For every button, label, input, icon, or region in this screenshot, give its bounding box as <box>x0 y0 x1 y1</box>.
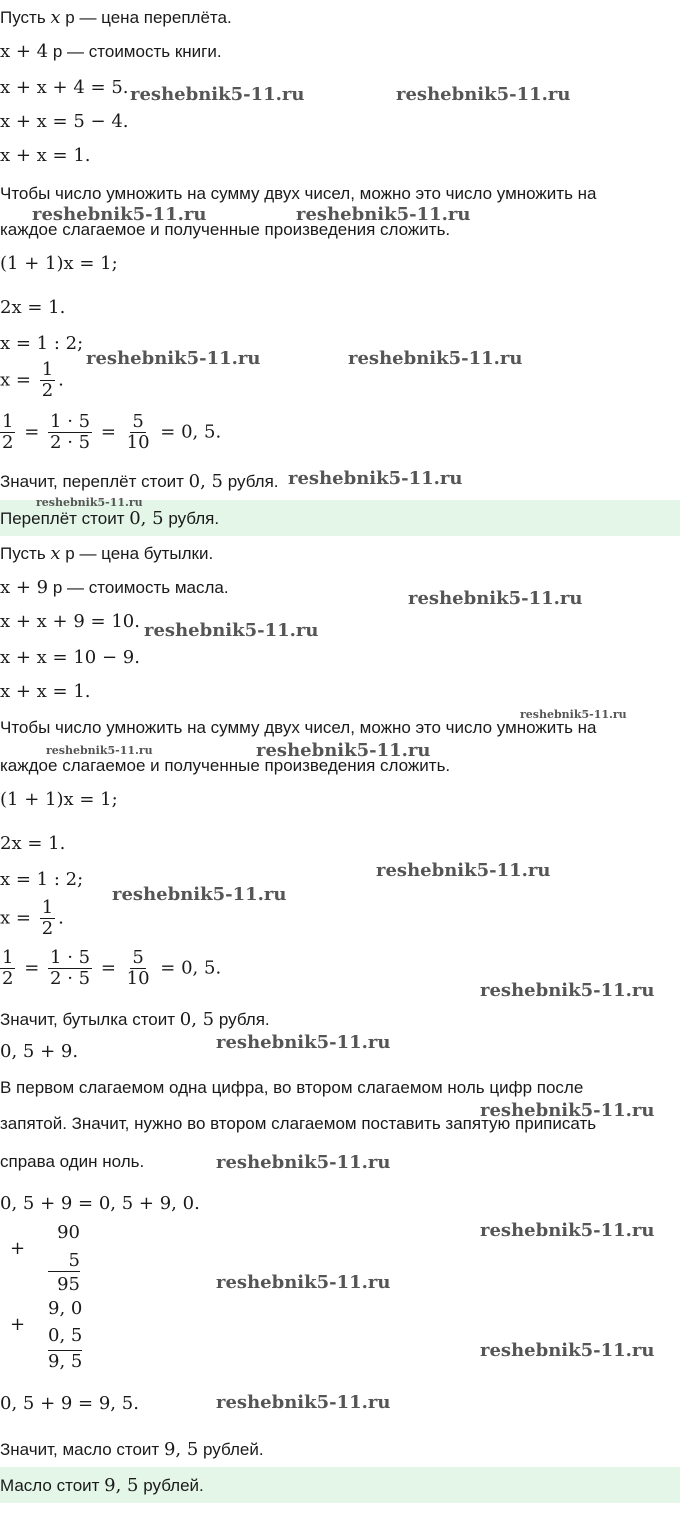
p1-intro-x: x <box>50 7 61 28</box>
watermark: reshebnik5-11.ru <box>216 1272 391 1293</box>
p2-intro-post: р — цена бутылки. <box>60 544 214 563</box>
p2-sum-expr: 0, 5 + 9. <box>0 1041 79 1062</box>
p2-eq6: x = 1 : 2; <box>0 869 84 890</box>
p2-col1-mid: 5 <box>48 1250 80 1272</box>
p2-col1-res: 95 <box>57 1274 80 1295</box>
p1-frac-c-den: 10 <box>126 432 150 453</box>
p2-eq3: x + x = 1. <box>0 681 91 702</box>
p2-eq7 <box>0 898 64 939</box>
p1-half-den: 2 <box>41 380 54 401</box>
watermark: reshebnik5-11.ru <box>256 740 431 761</box>
watermark: reshebnik5-11.ru <box>396 84 571 105</box>
p1-eq7 <box>0 360 64 401</box>
p1-frac-a <box>0 412 15 453</box>
p1-intro <box>0 8 232 28</box>
watermark: reshebnik5-11.ru <box>144 620 319 641</box>
p2-eq7-dot: . <box>58 907 64 929</box>
p2-oil-conclusion <box>0 1440 264 1460</box>
p2-col2-top: 9, 0 <box>48 1298 83 1319</box>
p2-col2-plus: + <box>10 1314 26 1335</box>
p2-frac-result: = 0, 5. <box>160 957 222 979</box>
p1-frac-a-den: 2 <box>2 432 14 453</box>
p1-eq-sign-1: = <box>24 421 40 443</box>
p2-col1-top: 90 <box>57 1222 80 1243</box>
watermark: reshebnik5-11.ru <box>480 1100 655 1121</box>
watermark: reshebnik5-11.ru <box>408 588 583 609</box>
p2-eq1: x + x + 9 = 10. <box>0 611 140 632</box>
p1-conclusion <box>0 472 279 492</box>
p2-half-den: 2 <box>41 918 54 939</box>
p2-oil-post2: рублей. <box>198 1440 264 1459</box>
p1-conclusion-post: рубля. <box>223 472 279 491</box>
p2-answer-post: рублей. <box>138 1476 204 1495</box>
p1-frac-b <box>48 412 92 453</box>
p2-frac-c-num: 5 <box>132 947 144 968</box>
p2-col2-res: 9, 5 <box>48 1351 83 1372</box>
p2-frac-b-num: 1 · 5 <box>50 947 91 968</box>
p2-eq-sign-1: = <box>24 957 40 979</box>
p1-frac-b-den: 2 · 5 <box>50 432 91 453</box>
p2-frac-b-den: 2 · 5 <box>50 968 91 989</box>
watermark: reshebnik5-11.ru <box>480 980 655 1001</box>
p1-answer-post: рубля. <box>163 509 220 528</box>
p2-frac-a-den: 2 <box>2 968 14 989</box>
p1-answer <box>0 508 219 529</box>
p2-frac-a-num: 1 <box>2 947 14 968</box>
p2-eq7-lhs: x = <box>0 907 31 929</box>
watermark: reshebnik5-11.ru <box>376 860 551 881</box>
p1-half-num: 1 <box>41 359 54 380</box>
p2-bottle-conclusion <box>0 1010 270 1030</box>
p2-rule-line2: каждое слагаемое и полученные произведения сложить. <box>0 756 451 775</box>
watermark: reshebnik5-11.ru <box>46 744 153 757</box>
p2-answer-box <box>0 1467 680 1503</box>
p2-expl-line3: справа один ноль. <box>0 1152 145 1171</box>
p2-frac-c <box>125 948 152 989</box>
p2-eq4: (1 + 1)x = 1; <box>0 789 118 810</box>
p2-half-num: 1 <box>41 897 54 918</box>
p2-frac-c-den: 10 <box>126 968 150 989</box>
p1-eq7-lhs: x = <box>0 369 31 391</box>
p1-eq1: x + x + 4 = 5. <box>0 77 129 98</box>
p1-eq4: (1 + 1)x = 1; <box>0 253 118 274</box>
p1-frac-result: = 0, 5. <box>160 421 222 443</box>
watermark: reshebnik5-11.ru <box>216 1032 391 1053</box>
p1-conclusion-pre: Значит, переплёт стоит <box>0 472 189 491</box>
p2-frac-b <box>48 948 92 989</box>
p1-frac-c <box>125 412 152 453</box>
p2-intro-x: x <box>50 543 61 564</box>
watermark: reshebnik5-11.ru <box>36 496 143 509</box>
p2-expl-line2: запятой. Значит, нужно во втором слагаемом поставить запятую приписать <box>0 1114 597 1133</box>
p2-rule-line1: Чтобы число умножить на сумму двух чисел, можно это число умножить на <box>0 718 597 737</box>
watermark: reshebnik5-11.ru <box>86 348 261 369</box>
p2-answer-val: 9, 5 <box>104 1475 139 1496</box>
p2-col1-plus: + <box>10 1238 26 1259</box>
p1-eq3: x + x = 1. <box>0 145 91 166</box>
p2-fraction-chain <box>0 948 221 989</box>
p1-frac-a-num: 1 <box>2 411 14 432</box>
p1-fraction-chain <box>0 412 221 453</box>
p2-eq-sign-2: = <box>100 957 116 979</box>
p2-intro <box>0 544 213 564</box>
p2-frac-a <box>0 948 15 989</box>
p2-bottle-post: рубля. <box>214 1010 270 1029</box>
watermark: reshebnik5-11.ru <box>520 708 627 721</box>
p1-frac-c-num: 5 <box>132 411 144 432</box>
p2-bottle-pre: Значит, бутылка стоит <box>0 1010 180 1029</box>
watermark: reshebnik5-11.ru <box>480 1220 655 1241</box>
p2-answer-pre: Масло стоит <box>0 1476 105 1495</box>
p1-intro-post: р — цена переплёта. <box>60 8 232 27</box>
p2-expl-line1: В первом слагаемом одна цифра, во втором слагаемом ноль цифр после <box>0 1078 584 1097</box>
watermark: reshebnik5-11.ru <box>296 204 471 225</box>
p2-intro-pre: Пусть <box>0 544 51 563</box>
p2-sum-rewrite: 0, 5 + 9 = 0, 5 + 9, 0. <box>0 1193 200 1214</box>
p1-answer-val: 0, 5 <box>129 508 164 529</box>
watermark: reshebnik5-11.ru <box>112 884 287 905</box>
p1-rule-line2: каждое слагаемое и полученные произведения сложить. <box>0 220 451 239</box>
p1-answer-pre: Переплёт стоит <box>0 509 130 528</box>
p1-half-fraction <box>40 360 55 401</box>
p1-eq-sign-2: = <box>100 421 116 443</box>
p1-eq2: x + x = 5 − 4. <box>0 111 129 132</box>
p2-oil-math: x + 9 <box>0 577 49 598</box>
p1-eq5: 2x = 1. <box>0 297 66 318</box>
p2-eq2: x + x = 10 − 9. <box>0 647 140 668</box>
p1-eq6: x = 1 : 2; <box>0 333 84 354</box>
p1-intro-pre: Пусть <box>0 8 51 27</box>
p1-eq7-dot: . <box>58 369 64 391</box>
watermark: reshebnik5-11.ru <box>130 84 305 105</box>
p1-frac-b-num: 1 · 5 <box>50 411 91 432</box>
p1-book-post: р — стоимость книги. <box>48 42 222 61</box>
watermark: reshebnik5-11.ru <box>480 1340 655 1361</box>
watermark: reshebnik5-11.ru <box>216 1152 391 1173</box>
p1-book-math: x + 4 <box>0 41 49 62</box>
p2-oil-post: р — стоимость масла. <box>48 578 229 597</box>
p2-oil-val: 9, 5 <box>163 1439 199 1460</box>
watermark: reshebnik5-11.ru <box>216 1392 391 1413</box>
watermark: reshebnik5-11.ru <box>288 468 463 489</box>
p2-answer <box>0 1475 204 1496</box>
p1-conclusion-val: 0, 5 <box>188 471 224 492</box>
p1-book-cost <box>0 42 222 62</box>
p2-bottle-val: 0, 5 <box>179 1009 215 1030</box>
p2-half-fraction <box>40 898 55 939</box>
watermark: reshebnik5-11.ru <box>32 204 207 225</box>
p2-oil-pre: Значит, масло стоит <box>0 1440 164 1459</box>
p2-col2-mid: 0, 5 <box>48 1325 83 1346</box>
p2-sum-final: 0, 5 + 9 = 9, 5. <box>0 1393 139 1414</box>
p2-oil-cost <box>0 578 229 598</box>
watermark: reshebnik5-11.ru <box>348 348 523 369</box>
p1-rule-line1: Чтобы число умножить на сумму двух чисел, можно это число умножить на <box>0 184 597 203</box>
p2-eq5: 2x = 1. <box>0 833 66 854</box>
